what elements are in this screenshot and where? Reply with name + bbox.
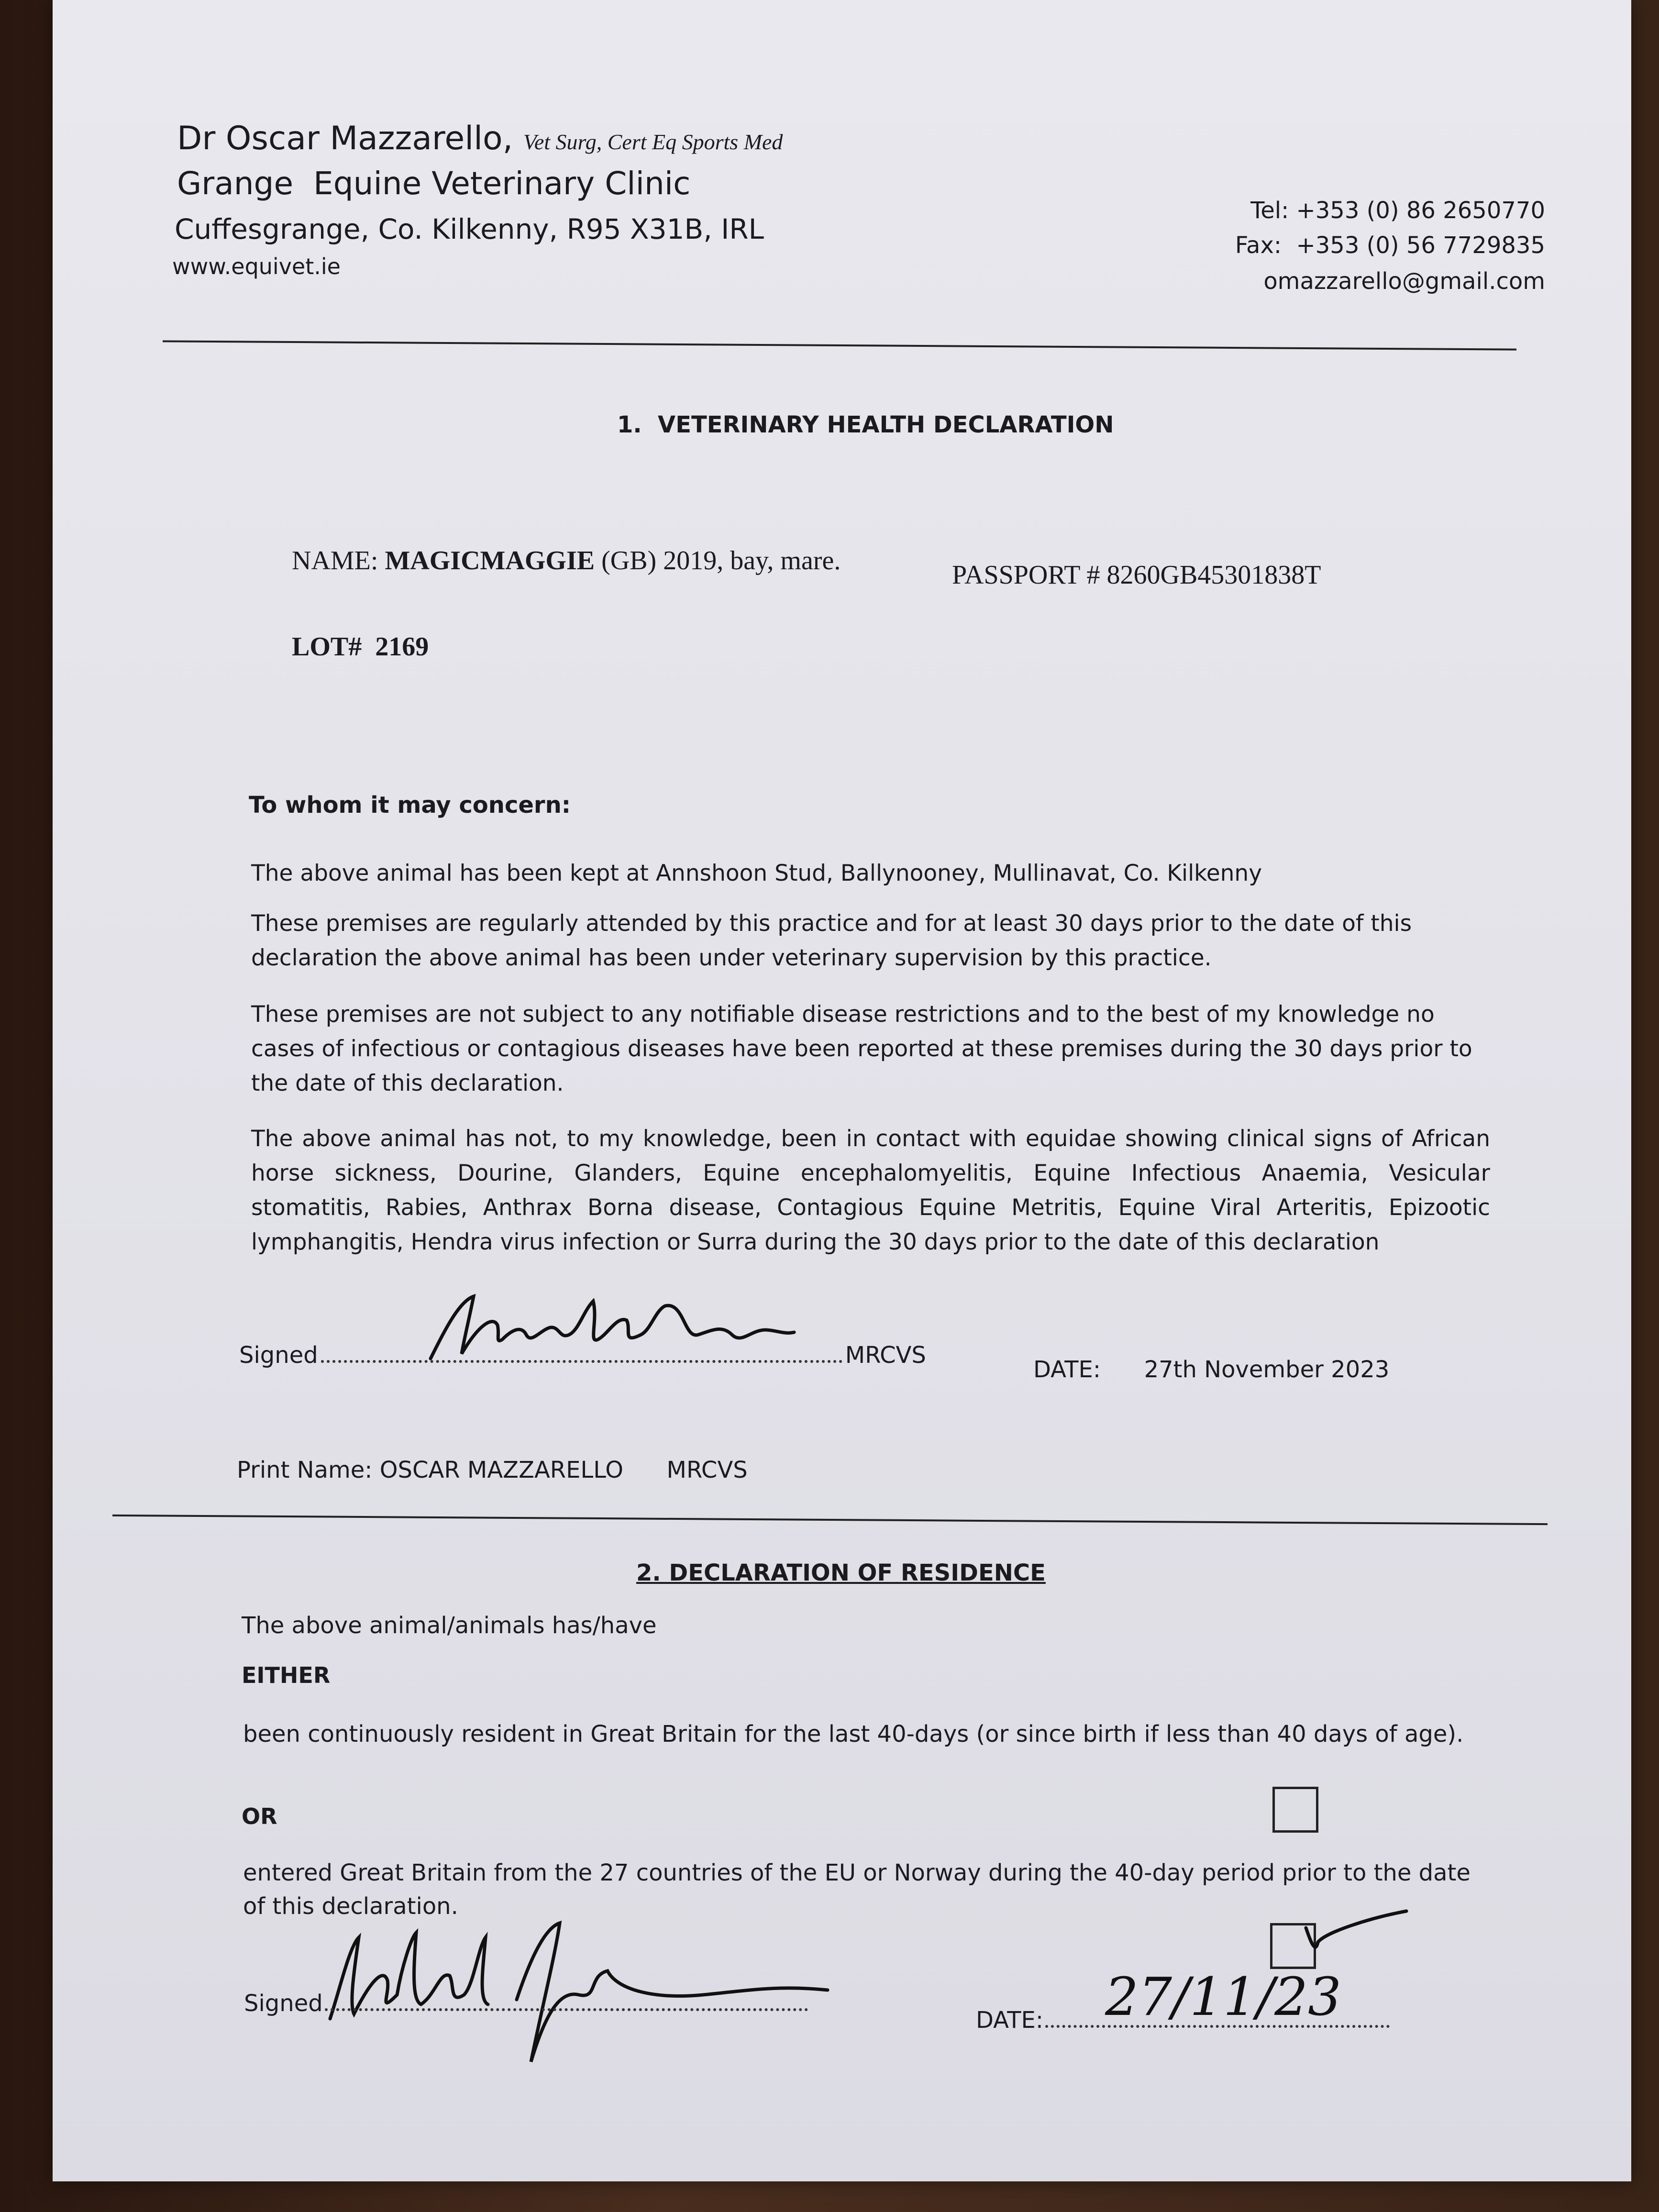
letterhead-fax: Fax: +353 (0) 56 7729835 [1235,232,1545,259]
residence-option-2: entered Great Britain from the 27 countries of the EU or Norway during the 40-day period prior to the date of this declaration. [243,1859,1471,1920]
letterhead-credentials: Vet Surg, Cert Eq Sports Med [523,130,783,154]
section2-title: 2. DECLARATION OF RESIDENCE [636,1559,1046,1586]
letterhead-name: Dr Oscar Mazzarello, [177,120,513,157]
letterhead-email: omazzarello@gmail.com [1263,268,1545,295]
letterhead-website: www.equivet.ie [172,254,341,279]
signed-label: Signed [239,1342,318,1369]
checkmark-icon [1296,1909,1411,1961]
paragraph-premises: The above animal has been kept at Annshoon Stud, Ballynooney, Mullinavat, Co. Kilkenny [251,860,1262,886]
date-line-1 [1033,1356,1389,1383]
paragraph-restrictions: These premises are not subject to any notifiable disease restrictions and to the best of my knowledge no cases of infectious or contagious diseases have been reported at these premises during the 30 days prior to the date of this declaration. [251,1001,1472,1096]
print-name-value: OSCAR MAZZARELLO [379,1457,624,1483]
letterhead-address: Cuffesgrange, Co. Kilkenny, R95 X31B, IRL [175,213,764,245]
letterhead-clinic: Grange Equine Veterinary Clinic [177,165,691,202]
passport-number: PASSPORT # 8260GB45301838T [952,560,1321,590]
date-label: DATE: [1033,1356,1101,1383]
animal-name: MAGICMAGGIE [385,546,595,575]
animal-name-line [292,545,841,576]
signature-line-2 [244,1990,808,2017]
signature-line-1 [239,1342,926,1369]
signature-dotted-line [321,1354,842,1363]
print-name-line [237,1457,748,1483]
letterhead-tel: Tel: +353 (0) 86 2650770 [1250,197,1545,224]
option-1-checkbox[interactable] [1272,1787,1318,1833]
date-label-2: DATE: [976,2007,1044,2034]
date-value: 27th November 2023 [1144,1356,1390,1383]
animal-details: (GB) 2019, bay, mare. [601,546,841,575]
print-name-label: Print Name: [237,1457,373,1483]
signature-dotted-line-2 [325,2002,808,2011]
signed-label-2: Signed [244,1990,323,2017]
section-divider [112,1515,1548,1525]
residence-option-1: been continuously resident in Great Britain for the last 40-days (or since birth if less than 40 days of age). [243,1721,1464,1747]
greeting: To whom it may concern: [249,792,571,818]
paragraph-diseases: The above animal has not, to my knowledge, been in contact with equidae showing clinical signs of African horse sickness, Dourine, Glanders, Equine encephalomyelitis, Equine Infectious Anaemia, Vesicular stomatitis, Rabies, Anthrax Borna disease, Contagious Equine Metritis, Equine Viral Arteritis, Epizootic lymphangitis, Hendra virus infection or Surra during the 30 days prior to the date of this declaration [251,1126,1490,1255]
print-name-suffix: MRCVS [666,1457,748,1483]
header-divider [163,340,1516,350]
paragraph-supervision: These premises are regularly attended by this practice and for at least 30 days prior to the date of this declaration the above animal has been under veterinary supervision by this practice. [251,910,1412,971]
residence-intro: The above animal/animals has/have [242,1612,657,1639]
or-label: OR [242,1803,277,1829]
signed-suffix: MRCVS [845,1342,926,1369]
handwritten-date: 27/11/23 [1105,1966,1342,2027]
lot-number: LOT# 2169 [292,632,429,662]
letterhead-name-line [177,120,783,157]
section1-title: 1. VETERINARY HEALTH DECLARATION [617,411,1114,438]
either-label: EITHER [242,1662,331,1688]
document-page [53,0,1631,2181]
name-label: NAME: [292,546,378,575]
